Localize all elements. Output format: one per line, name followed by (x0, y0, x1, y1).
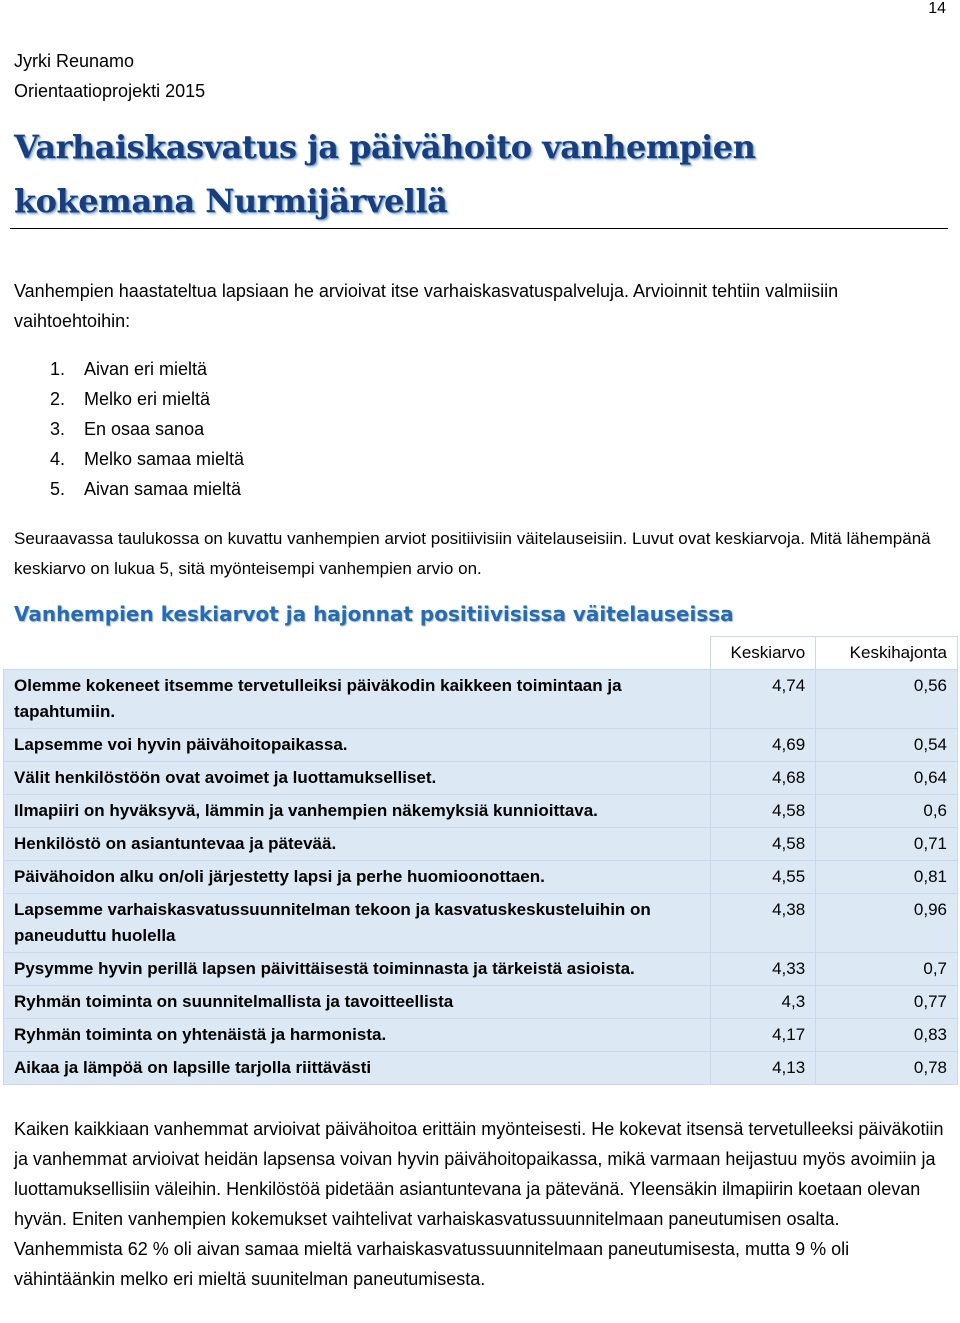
statement-cell: Ryhmän toiminta on suunnitelmallista ja tavoitteellista (4, 986, 711, 1019)
sd-cell: 0,71 (816, 828, 958, 861)
author-name: Jyrki Reunamo (14, 51, 135, 71)
sd-cell: 0,6 (816, 795, 958, 828)
statement-cell: Pysymme hyvin perillä lapsen päivittäisestä toiminnasta ja tärkeistä asioista. (4, 953, 711, 986)
document-header (14, 46, 205, 106)
table-row (4, 953, 958, 986)
rating-option (50, 384, 244, 414)
page-number: 14 (928, 0, 946, 17)
page-title (14, 120, 914, 228)
rating-option (50, 474, 244, 504)
mean-cell: 4,74 (711, 670, 816, 729)
mean-cell: 4,33 (711, 953, 816, 986)
rating-options-list (50, 354, 244, 504)
statement-cell: Päivähoidon alku on/oli järjestetty lapsi ja perhe huomioonottaen. (4, 861, 711, 894)
mean-cell: 4,3 (711, 986, 816, 1019)
rating-option (50, 444, 244, 474)
mean-cell: 4,58 (711, 795, 816, 828)
mean-cell: 4,55 (711, 861, 816, 894)
statement-cell: Olemme kokeneet itsemme tervetulleiksi päiväkodin kaikkeen toimintaan ja tapahtumiin. (4, 670, 711, 729)
statement-cell: Lapsemme varhaiskasvatussuunnitelman tekoon ja kasvatuskeskusteluihin on paneuduttu huolella (4, 894, 711, 953)
rating-option-number: 4. (50, 449, 66, 469)
rating-option-number: 2. (50, 389, 66, 409)
sd-cell: 0,78 (816, 1052, 958, 1085)
table-heading: Vanhempien keskiarvot ja hajonnat positiivisissa väitelauseissa (14, 602, 734, 626)
statement-cell: Ryhmän toiminta on yhtenäistä ja harmonista. (4, 1019, 711, 1052)
table-row (4, 828, 958, 861)
statement-cell: Ilmapiiri on hyväksyvä, lämmin ja vanhempien näkemyksiä kunnioittava. (4, 795, 711, 828)
mean-cell: 4,17 (711, 1019, 816, 1052)
rating-option-label: En osaa sanoa (84, 419, 205, 439)
sd-cell: 0,83 (816, 1019, 958, 1052)
table-row (4, 1019, 958, 1052)
table-row (4, 729, 958, 762)
title-line-2: kokemana Nurmijärvellä (14, 182, 448, 220)
mean-cell: 4,38 (711, 894, 816, 953)
table-row (4, 762, 958, 795)
summary-paragraph: Seuraavassa taulukossa on kuvattu vanhempien arviot positiivisiin väitelauseisiin. Luvut ovat keskiarvoja. Mitä lähempänä keskiarvo on lukua 5, sitä myönteisempi vanhempien arvio on. (14, 529, 931, 578)
rating-option (50, 354, 244, 384)
intro-paragraph: Vanhempien haastateltua lapsiaan he arvioivat itse varhaiskasvatuspalveluja. Arvioinnit tehtiin valmiisiin vaihtoehtoihin: (14, 281, 839, 331)
statement-cell: Henkilöstö on asiantuntevaa ja pätevää. (4, 828, 711, 861)
table-row (4, 670, 958, 729)
table-row (4, 986, 958, 1019)
statement-cell: Lapsemme voi hyvin päivähoitopaikassa. (4, 729, 711, 762)
table-row (4, 861, 958, 894)
sd-cell: 0,56 (816, 670, 958, 729)
column-header-mean: Keskiarvo (711, 637, 816, 670)
table-row (4, 1052, 958, 1085)
title-line-1: Varhaiskasvatus ja päivähoito vanhempien (14, 128, 756, 166)
statement-cell: Välit henkilöstöön ovat avoimet ja luottamukselliset. (4, 762, 711, 795)
table-row (4, 894, 958, 953)
sd-cell: 0,81 (816, 861, 958, 894)
rating-option-label: Melko samaa mieltä (84, 449, 245, 469)
rating-option-number: 1. (50, 359, 66, 379)
rating-option-label: Melko eri mieltä (84, 389, 211, 409)
sd-cell: 0,54 (816, 729, 958, 762)
rating-option (50, 414, 244, 444)
mean-cell: 4,58 (711, 828, 816, 861)
mean-cell: 4,68 (711, 762, 816, 795)
project-name: Orientaatioprojekti 2015 (14, 81, 206, 101)
table-header-blank (4, 637, 711, 670)
sd-cell: 0,77 (816, 986, 958, 1019)
sd-cell: 0,64 (816, 762, 958, 795)
mean-cell: 4,13 (711, 1052, 816, 1085)
rating-option-number: 5. (50, 479, 66, 499)
title-divider (10, 228, 948, 229)
sd-cell: 0,96 (816, 894, 958, 953)
column-header-sd: Keskihajonta (816, 637, 958, 670)
rating-option-label: Aivan samaa mieltä (84, 479, 242, 499)
rating-option-label: Aivan eri mieltä (84, 359, 208, 379)
mean-cell: 4,69 (711, 729, 816, 762)
statement-cell: Aikaa ja lämpöä on lapsille tarjolla riittävästi (4, 1052, 711, 1085)
table-row (4, 795, 958, 828)
table-header-row (4, 637, 958, 670)
rating-option-number: 3. (50, 419, 66, 439)
ratings-table (3, 636, 958, 1085)
sd-cell: 0,7 (816, 953, 958, 986)
conclusion-paragraph: Kaiken kaikkiaan vanhemmat arvioivat päivähoitoa erittäin myönteisesti. He kokevat itsensä tervetulleeksi päiväkotiin ja vanhemmat arvioivat heidän lapsensa voivan hyvin päivähoitopaikassa, mikä varmaan heijastuu myös avoimiin ja luottamuksellisiin väleihin. Henkilöstöä pidetään asiantuntevana ja pätevänä. Yleensäkin ilmapiirin koetaan olevan hyvän. Eniten vanhempien kokemukset vaihtelivat varhaiskasvatussuunnitelmaan paneutumisen osalta. Vanhemmista 62 % oli aivan samaa mieltä varhaiskasvatussuunnitelmaan paneutumisesta, mutta 9 % oli vähintäänkin melko eri mieltä suunitelman paneutumisesta. (14, 1119, 944, 1289)
